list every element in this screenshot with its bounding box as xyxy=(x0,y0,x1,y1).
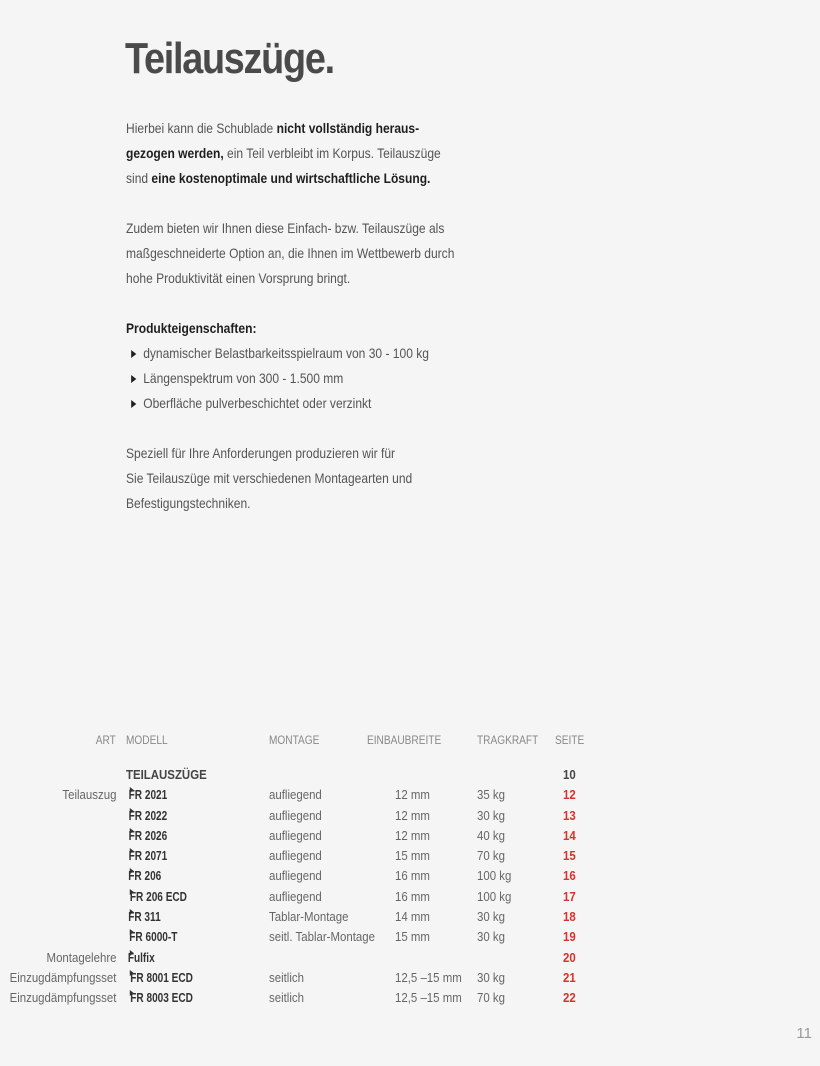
table-row xyxy=(0,909,820,929)
cell-art: Einzugdämpfungsset xyxy=(9,969,116,985)
cell-einbaubreite: 15 mm xyxy=(395,848,430,864)
cell-tragkraft: 35 kg xyxy=(477,787,505,803)
list-item xyxy=(126,391,470,416)
table-header xyxy=(0,735,820,767)
intro-bold: eine kostenoptimale und wirtschaftliche Lösung. xyxy=(151,170,431,186)
cell-tragkraft: 40 kg xyxy=(477,827,505,843)
text-line: Sie Teilauszüge mit verschiedenen Montagearten und xyxy=(126,470,413,486)
cell-einbaubreite: 16 mm xyxy=(395,868,430,884)
cell-seite[interactable]: 14 xyxy=(563,827,576,843)
page-number: 11 xyxy=(796,1025,812,1042)
table-row xyxy=(0,787,820,807)
header-modell: MODELL xyxy=(126,735,168,747)
text-line: Speziell für Ihre Anforderungen produzieren wir für xyxy=(126,445,396,461)
model-name[interactable]: FR 206 xyxy=(128,868,162,884)
table-row xyxy=(0,889,820,909)
intro-bold: gezogen werden, xyxy=(126,145,224,161)
model-name[interactable]: FR 8001 ECD xyxy=(130,969,193,985)
model-name[interactable]: FR 311 xyxy=(128,909,161,925)
text-line: hohe Produktivität einen Vorsprung bringt. xyxy=(126,270,351,286)
cell-seite[interactable]: 17 xyxy=(563,888,576,904)
model-name[interactable]: FR 206 ECD xyxy=(129,888,187,904)
model-name[interactable]: FR 6000-T xyxy=(129,929,178,945)
offer-paragraph xyxy=(126,216,470,291)
cell-montage: aufliegend xyxy=(269,827,322,843)
list-item-text: dynamischer Belastbarkeitsspielraum von 30 - 100 kg xyxy=(143,345,429,361)
model-name[interactable]: Fulfix xyxy=(127,949,155,965)
table-row xyxy=(0,970,820,990)
intro-paragraph xyxy=(126,116,470,191)
model-name[interactable]: FR 2026 xyxy=(128,827,168,843)
cell-einbaubreite: 14 mm xyxy=(395,909,430,925)
cell-seite[interactable]: 20 xyxy=(563,949,576,965)
cell-art: Montagelehre xyxy=(46,949,116,965)
cell-tragkraft: 100 kg xyxy=(477,868,512,884)
properties-heading: Produkteigenschaften: xyxy=(126,320,257,336)
cell-einbaubreite: 12 mm xyxy=(395,787,430,803)
cell-tragkraft: 70 kg xyxy=(477,848,505,864)
custom-paragraph xyxy=(126,441,470,516)
cell-montage: aufliegend xyxy=(269,888,322,904)
cell-seite[interactable]: 13 xyxy=(563,807,576,823)
header-einbaubreite: EINBAUBREITE xyxy=(367,735,442,747)
product-table xyxy=(0,735,820,1011)
list-item xyxy=(126,341,470,366)
product-properties xyxy=(126,316,470,416)
cell-montage: aufliegend xyxy=(269,807,322,823)
cell-tragkraft: 30 kg xyxy=(477,969,505,985)
page-title: Teilauszüge. xyxy=(125,34,334,83)
cell-montage: seitlich xyxy=(269,969,304,985)
table-row xyxy=(0,990,820,1010)
intro-text: ein Teil verbleibt im Korpus. Teilauszüge xyxy=(223,145,441,161)
section-row xyxy=(0,767,820,787)
intro-text: Hierbei kann die Schublade xyxy=(126,120,277,136)
properties-list xyxy=(126,341,470,416)
text-line: Zudem bieten wir Ihnen diese Einfach- bzw. Teilauszüge als xyxy=(126,220,445,236)
intro-bold: nicht vollständig heraus- xyxy=(276,120,420,136)
cell-einbaubreite: 12 mm xyxy=(395,827,430,843)
cell-einbaubreite: 12,5 –15 mm xyxy=(395,990,462,1006)
cell-seite[interactable]: 18 xyxy=(563,909,576,925)
cell-einbaubreite: 16 mm xyxy=(395,888,430,904)
bullet-triangle-icon xyxy=(131,350,136,358)
bullet-triangle-icon xyxy=(131,400,136,408)
cell-montage: seitl. Tablar-Montage xyxy=(269,929,375,945)
table-row xyxy=(0,808,820,828)
cell-tragkraft: 70 kg xyxy=(477,990,505,1006)
section-page[interactable]: 10 xyxy=(563,767,576,782)
table-row xyxy=(0,828,820,848)
table-row xyxy=(0,929,820,949)
table-row xyxy=(0,950,820,970)
cell-art: Teilauszug xyxy=(61,787,116,803)
text-line: maßgeschneiderte Option an, die Ihnen im Wettbewerb durch xyxy=(126,245,455,261)
model-name[interactable]: FR 8003 ECD xyxy=(130,990,193,1006)
header-tragkraft: TRAGKRAFT xyxy=(477,735,539,747)
table-row xyxy=(0,868,820,888)
model-name[interactable]: FR 2071 xyxy=(128,848,168,864)
cell-einbaubreite: 15 mm xyxy=(395,929,430,945)
cell-tragkraft: 30 kg xyxy=(477,909,505,925)
cell-montage: aufliegend xyxy=(269,848,322,864)
model-name[interactable]: FR 2022 xyxy=(128,807,168,823)
header-montage: MONTAGE xyxy=(269,735,320,747)
cell-montage: aufliegend xyxy=(269,868,322,884)
table-row xyxy=(0,848,820,868)
cell-seite[interactable]: 16 xyxy=(563,868,576,884)
list-item-text: Oberfläche pulverbeschichtet oder verzinkt xyxy=(143,395,372,411)
cell-montage: seitlich xyxy=(269,990,304,1006)
cell-seite[interactable]: 15 xyxy=(563,848,576,864)
cell-tragkraft: 30 kg xyxy=(477,807,505,823)
cell-seite[interactable]: 12 xyxy=(563,787,576,803)
text-line: Befestigungstechniken. xyxy=(126,495,251,511)
intro-text: sind xyxy=(126,170,152,186)
cell-seite[interactable]: 22 xyxy=(563,990,576,1006)
header-seite: SEITE xyxy=(555,735,585,747)
header-art: ART xyxy=(95,735,116,747)
cell-art: Einzugdämpfungsset xyxy=(9,990,116,1006)
cell-seite[interactable]: 19 xyxy=(563,929,576,945)
list-item xyxy=(126,366,470,391)
cell-tragkraft: 100 kg xyxy=(477,888,512,904)
cell-einbaubreite: 12 mm xyxy=(395,807,430,823)
cell-einbaubreite: 12,5 –15 mm xyxy=(395,969,462,985)
bullet-triangle-icon xyxy=(131,375,136,383)
cell-tragkraft: 30 kg xyxy=(477,929,505,945)
list-item-text: Längenspektrum von 300 - 1.500 mm xyxy=(143,370,344,386)
section-label: TEILAUSZÜGE xyxy=(126,767,207,782)
cell-seite[interactable]: 21 xyxy=(563,969,576,985)
cell-montage: aufliegend xyxy=(269,787,322,803)
model-name[interactable]: FR 2021 xyxy=(128,787,168,803)
cell-montage: Tablar-Montage xyxy=(269,909,349,925)
